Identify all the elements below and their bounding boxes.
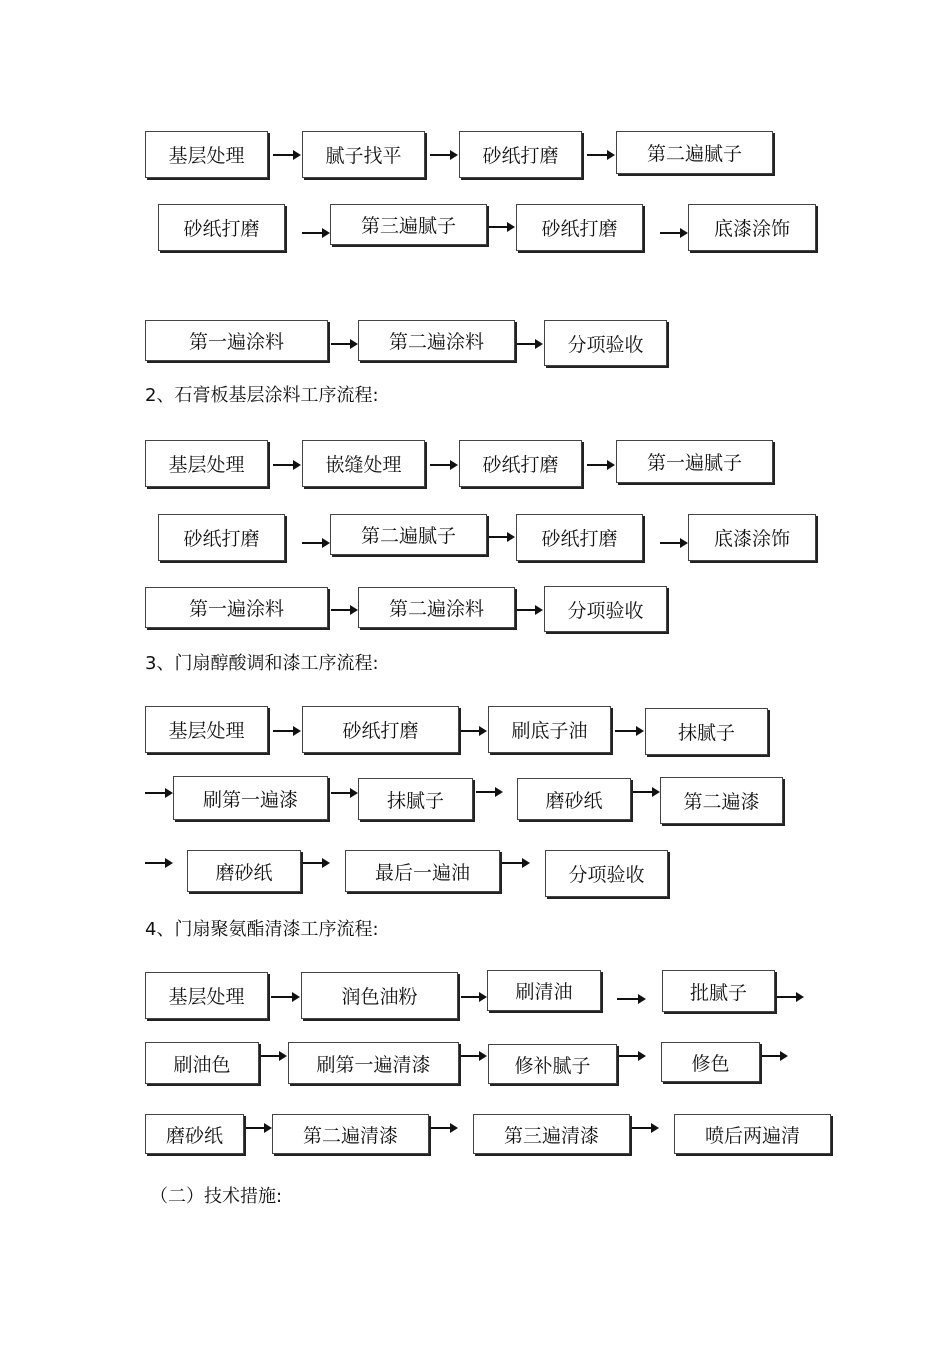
flow1-arrow-3 <box>587 154 613 156</box>
flow4-arrow-1 <box>271 996 298 998</box>
flow2-arrow-6 <box>660 542 686 544</box>
flow2-arrow-2 <box>430 464 456 466</box>
flow2-step-2: 嵌缝处理 <box>302 440 425 487</box>
flow4-step-7: 修补腻子 <box>488 1044 617 1084</box>
flow4-step-8: 修色 <box>661 1042 760 1082</box>
flow4-arrow-7 <box>619 1055 644 1057</box>
flow1-arrow-2 <box>430 154 456 156</box>
flow3-arrow-1 <box>273 730 299 732</box>
flow2-step-10: 第二遍涂料 <box>358 587 515 628</box>
flow3-arrow-8 <box>145 862 171 864</box>
flow4-step-3: 刷清油 <box>487 970 601 1011</box>
flow2-arrow-8 <box>517 609 541 611</box>
section-heading-3: 3、门扇醇酸调和漆工序流程: <box>145 653 379 674</box>
flow4-step-4: 批腻子 <box>662 970 775 1012</box>
flow2-step-4: 第一遍腻子 <box>616 440 773 483</box>
flow1-step-5: 砂纸打磨 <box>158 204 285 251</box>
flow3-step-5: 刷第一遍漆 <box>173 776 328 820</box>
flow3-arrow-2 <box>461 730 485 732</box>
flow1-step-3: 砂纸打磨 <box>459 131 582 178</box>
flow4-step-1: 基层处理 <box>145 972 268 1019</box>
flow4-arrow-4 <box>777 996 802 998</box>
flow4-arrow-6 <box>461 1055 485 1057</box>
flow2-arrow-7 <box>331 609 356 611</box>
flow2-step-8: 底漆涂饰 <box>688 514 816 561</box>
flow2-step-1: 基层处理 <box>145 440 268 487</box>
flow1-arrow-5 <box>489 226 513 228</box>
flow1-step-10: 第二遍涂料 <box>358 320 515 361</box>
flow2-arrow-5 <box>489 536 513 538</box>
flow2-step-3: 砂纸打磨 <box>459 440 582 487</box>
section-heading-4: 4、门扇聚氨酯清漆工序流程: <box>145 919 379 940</box>
flow2-arrow-3 <box>587 464 613 466</box>
flow4-step-6: 刷第一遍清漆 <box>288 1042 459 1084</box>
flow4-step-5: 刷油色 <box>145 1042 259 1084</box>
section-heading-technical-measures: （二）技术措施: <box>150 1186 283 1207</box>
section-heading-2: 2、石膏板基层涂料工序流程: <box>145 385 379 406</box>
flow3-arrow-9 <box>303 862 328 864</box>
flow4-arrow-10 <box>431 1127 456 1129</box>
flow3-step-10: 最后一遍油 <box>345 850 500 892</box>
flow3-step-6: 抹腻子 <box>358 778 473 820</box>
flow1-arrow-1 <box>273 154 299 156</box>
flow2-step-11: 分项验收 <box>544 586 667 632</box>
flow2-step-7: 砂纸打磨 <box>516 514 643 561</box>
flow3-arrow-10 <box>502 862 528 864</box>
flow3-step-7: 磨砂纸 <box>517 778 631 820</box>
flow3-step-9: 磨砂纸 <box>187 850 301 892</box>
flow1-step-9: 第一遍涂料 <box>145 320 328 361</box>
flow1-arrow-6 <box>660 232 686 234</box>
flow4-step-11: 第三遍清漆 <box>473 1114 630 1154</box>
flow4-arrow-11 <box>632 1127 657 1129</box>
flow4-arrow-5 <box>261 1055 285 1057</box>
flow4-step-2: 润色油粉 <box>301 972 458 1019</box>
flow1-step-2: 腻子找平 <box>302 131 425 178</box>
flow4-arrow-2 <box>461 996 485 998</box>
flow2-arrow-1 <box>273 464 299 466</box>
flow3-arrow-4 <box>145 792 171 794</box>
flow3-step-1: 基层处理 <box>145 706 268 753</box>
flow1-arrow-8 <box>517 343 541 345</box>
flow1-step-8: 底漆涂饰 <box>688 204 816 251</box>
flow3-step-4: 抹腻子 <box>645 708 768 755</box>
flow3-arrow-5 <box>331 792 356 794</box>
flow3-arrow-6 <box>476 791 501 793</box>
flow1-arrow-7 <box>331 343 356 345</box>
flow3-step-8: 第二遍漆 <box>660 777 783 824</box>
flow1-arrow-4 <box>302 232 328 234</box>
flow4-arrow-3 <box>617 998 644 1000</box>
flow4-arrow-8 <box>762 1055 786 1057</box>
flow1-step-6: 第三遍腻子 <box>330 204 487 245</box>
flow2-step-5: 砂纸打磨 <box>158 514 285 561</box>
flow3-arrow-7 <box>633 791 658 793</box>
flow3-step-11: 分项验收 <box>545 850 668 897</box>
flow3-step-3: 刷底子油 <box>488 706 611 753</box>
flow2-step-9: 第一遍涂料 <box>145 587 328 628</box>
flow1-step-4: 第二遍腻子 <box>616 131 773 174</box>
flow1-step-7: 砂纸打磨 <box>516 204 643 251</box>
flow1-step-1: 基层处理 <box>145 131 268 178</box>
flow2-step-6: 第二遍腻子 <box>330 514 487 555</box>
flow2-arrow-4 <box>302 542 328 544</box>
flow4-arrow-9 <box>246 1127 270 1129</box>
flow1-step-11: 分项验收 <box>544 320 667 366</box>
flow4-step-10: 第二遍清漆 <box>272 1114 429 1154</box>
flow4-step-12: 喷后两遍清 <box>674 1114 831 1154</box>
flow4-step-9: 磨砂纸 <box>145 1114 244 1154</box>
flow3-step-2: 砂纸打磨 <box>302 706 459 753</box>
flow3-arrow-3 <box>615 730 642 732</box>
